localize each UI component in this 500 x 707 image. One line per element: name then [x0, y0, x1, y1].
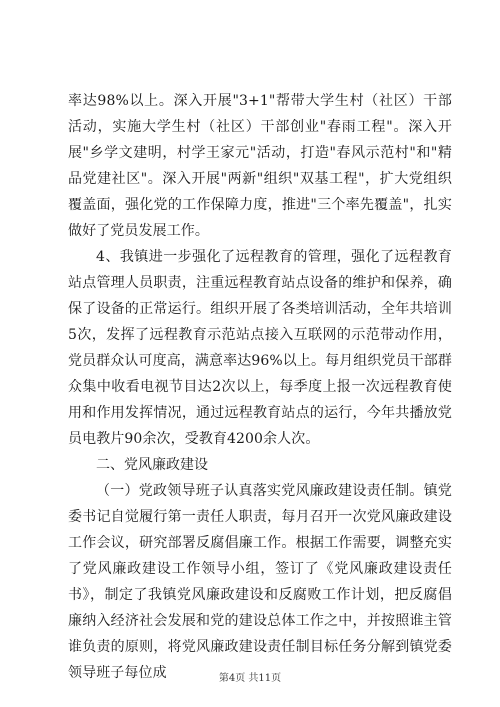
section-heading: 二、党风廉政建设 — [96, 457, 208, 473]
document-body — [68, 88, 452, 686]
paragraph-party-conduct: （一）党政领导班子认真落实党风廉政建设责任制。镇党委书记自觉履行第一责任人职责，每月召开一次党风廉政建设工作会议，研究部署反腐倡廉工作。根据工作需要，调整充实了党风廉政建设工作领导小组，签订了《党风廉政建设责任书》，制定了我镇党风廉政建设和反腐败工作计划，把反腐倡廉纳入经济社会发展和党的建设总体工作之中，并按照谁主管谁负责的原则，将党风廉政建设责任制目标任务分解到镇党委领导班子每位成 — [68, 483, 452, 681]
page-number-footer: 第4页 共11页 — [218, 673, 282, 684]
paragraph-remote-education: 4、我镇进一步强化了远程教育的管理，强化了远程教育站点管理人员职责，注重远程教育站点设备的维护和保养，确保了设备的正常运行。组织开展了各类培训活动，全年共培训5次，发挥了远程教育示范站点接入互联网的示范带动作用，党员群众认可度高，满意率达96%以上。每月组织党员干部群众集中收看电视节目达2次以上，每季度上报一次远程教育使用和作用发挥情况，通过远程教育站点的运行，今年共播放党员电教片90余次，受教育4200余人次。 — [68, 249, 452, 447]
paragraph-continuation: 率达98%以上。深入开展"3+1"帮带大学生村（社区）干部活动，实施大学生村（社区）干部创业"春雨工程"。深入开展"乡学文建明，村学王家元"活动，打造"春风示范村"和"精品党建社区"。深入开展"两新"组织"双基工程"，扩大党组织覆盖面，强化党的工作保障力度，推进"三个率先覆盖"，扎实做好了党员发展工作。 — [68, 93, 452, 239]
